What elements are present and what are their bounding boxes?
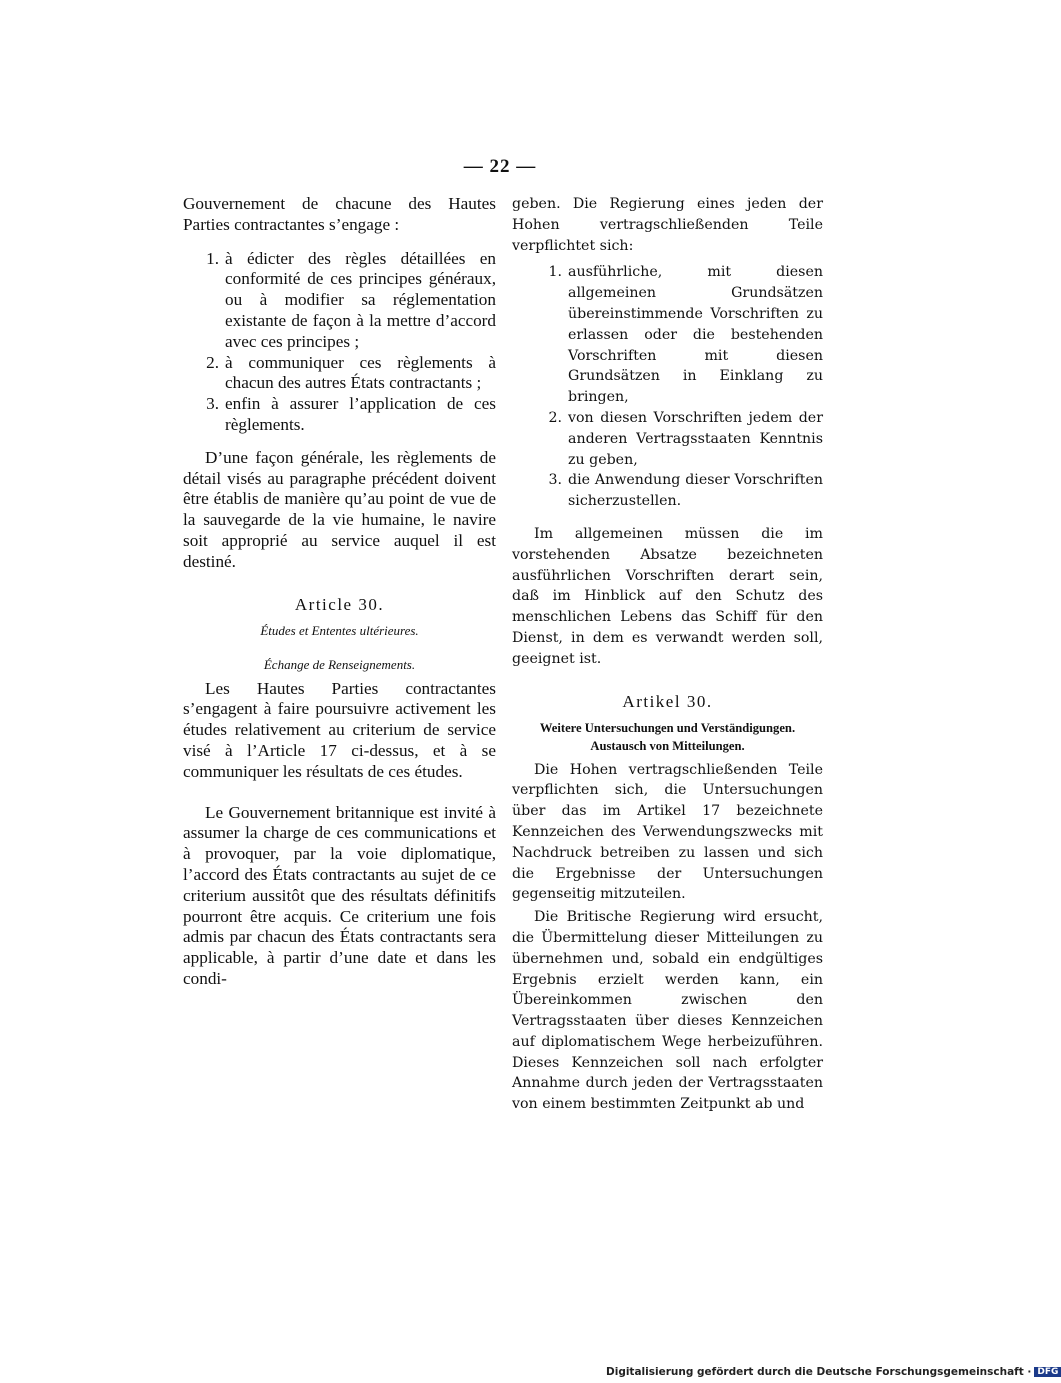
german-subheading-studies: Weitere Untersuchungen und Verständigungen. (539, 720, 796, 735)
list-item-text: enfin à assurer l’application de ces règlements. (225, 394, 496, 434)
page-number: — 22 — (463, 156, 537, 177)
list-item-number: 2. (206, 352, 219, 372)
german-intro: geben. Die Regierung eines jeden der Hohen vertragschließenden Teile verpflichtet sich: (512, 196, 823, 254)
french-list (191, 249, 496, 436)
german-article-p1: Die Hohen vertragschließenden Teile verpflichten sich, die Untersuchungen über das im Artikel 17 bezeichnete Kennzeichen des Verwendungszwecks mit Nachdruck betreiben zu lassen und sich die Ergebnisse der Untersuchungen gegenseitig mitzuteilen. (512, 761, 823, 903)
list-item-text: die Anwendung dieser Vorschriften sicherzustellen. (568, 472, 823, 510)
german-article-title: Artikel 30. (622, 691, 713, 711)
list-item-text: von diesen Vorschriften jedem der anderen Vertragsstaaten Kenntnis zu geben, (568, 409, 823, 468)
list-item-number: 1. (206, 248, 219, 268)
french-intro: Gouvernement de chacune des Hautes Parties contractantes s’engage : (183, 194, 496, 234)
footer-text: Digitalisierung gefördert durch die Deutsche Forschungsgemeinschaft · (606, 1366, 1032, 1378)
french-article-p1: Les Hautes Parties contractantes s’engagent à faire poursuivre activement les études relativement au criterium de service visé à l’Article 17 ci-dessus, et à se communiquer les résultats de ces études. (183, 678, 496, 781)
german-list (534, 262, 823, 512)
list-item (534, 408, 823, 470)
french-article-title: Article 30. (294, 594, 385, 614)
french-subheading-studies: Études et Ententes ultérieures. (260, 622, 419, 638)
list-item (191, 353, 496, 395)
digitization-footer (606, 1366, 1059, 1378)
list-item (534, 470, 823, 512)
french-paragraph: D’une façon générale, les règlements de détail visés au paragraphe précédent doivent être établis de manière qu’au point de vue de la sauvegarde de la vie humaine, le navire soit approprié au service auquel il est destiné. (183, 447, 496, 571)
german-article-p2: Die Britische Regierung wird ersucht, die Übermittelung dieser Mitteilungen zu übernehmen und, sobald ein endgültiges Ergebnis erzielt werden kann, ein Übereinkommen zwischen den Vertragsstaaten über dieses Kennzeichen auf diplomatischem Wege herbeizuführen. Dieses Kennzeichen soll nach erfolgter Annahme durch jeden der Vertragsstaaten von einem bestimmten Zeitpunkt ab und (512, 909, 823, 1113)
german-paragraph: Im allgemeinen müssen die im vorstehenden Absatze bezeichneten ausführlichen Vorschriften derart sein, daß im Hinblick auf den Schutz des menschlichen Lebens das Schiff für den Dienst, in dem es verwandt werden soll, geeignet ist. (512, 525, 823, 667)
list-item (534, 262, 823, 408)
list-item-number: 3. (206, 394, 219, 414)
list-item-text: à édicter des règles détaillées en conformité de ces principes généraux, ou à modifier sa réglementation existante de façon à la mettre d’accord avec ces principes ; (225, 248, 496, 351)
french-subheading-exchange: Échange de Renseignements. (263, 656, 416, 672)
list-item-text: ausführliche, mit diesen allgemeinen Grundsätzen übereinstimmende Vorschriften zu erlassen oder die bestehenden Vorschriften mit diesen Grundsätzen in Einklang zu bringen, (568, 264, 823, 406)
french-article-p2: Le Gouvernement britannique est invité à assumer la charge de ces communications et à provoquer, par la voie diplomatique, l’accord des États contractants au sujet de ce criterium aussitôt que des résultats définitifs pourront être acquis. Ce criterium une fois admis par chacun des États contractants sera applicable, à partir d’une date et dans les condi- (183, 802, 496, 988)
list-item-number: 2. (548, 409, 562, 426)
list-item (191, 394, 496, 436)
list-item-number: 3. (548, 472, 562, 489)
list-item-number: 1. (548, 264, 562, 281)
french-column (183, 194, 496, 990)
list-item-text: à communiquer ces règlements à chacun des autres États contractants ; (225, 352, 496, 393)
german-subheading-exchange: Austausch von Mitteilungen. (590, 738, 745, 753)
list-item (191, 249, 496, 353)
dfg-logo: DFG (1034, 1367, 1061, 1377)
german-column (512, 194, 823, 1115)
